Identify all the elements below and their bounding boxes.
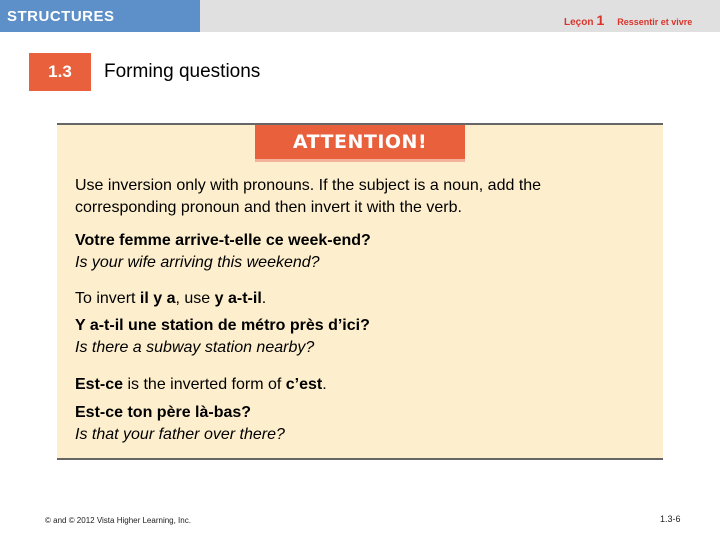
attention-heading: ATTENTION! bbox=[255, 125, 465, 159]
example-1-english: Is your wife arriving this weekend? bbox=[75, 254, 320, 271]
lecon-title: Ressentir et vivre bbox=[617, 17, 693, 27]
rule-3-mid: is the inverted form of bbox=[123, 376, 286, 393]
rule-2-end: . bbox=[261, 290, 267, 307]
rule-2-term: il y a bbox=[139, 290, 176, 307]
intro-line-2: corresponding pronoun and then invert it with the verb. bbox=[75, 199, 462, 216]
intro-line-1: Use inversion only with pronouns. If the subject is a noun, add the bbox=[75, 177, 542, 194]
rule-3-form: c’est bbox=[285, 376, 323, 393]
rule-3-end: . bbox=[322, 376, 327, 393]
lecon-indicator bbox=[564, 12, 692, 28]
lecon-label: Leçon bbox=[564, 17, 594, 28]
header-section-tab bbox=[0, 0, 200, 32]
rule-3 bbox=[75, 374, 327, 396]
copyright-notice: © and © 2012 Vista Higher Learning, Inc. bbox=[45, 516, 191, 525]
rule-2-prefix: To invert bbox=[75, 290, 140, 307]
example-2-english: Is there a subway station nearby? bbox=[75, 339, 315, 356]
lecon-number: 1 bbox=[596, 12, 605, 28]
rule-2-form: y a-t-il bbox=[214, 290, 262, 307]
header-bar bbox=[0, 0, 720, 32]
example-2-french: Y a-t-il une station de métro près d’ici? bbox=[75, 317, 370, 334]
example-3-french: Est-ce ton père là-bas? bbox=[75, 404, 252, 421]
rule-3-term: Est-ce bbox=[75, 376, 124, 393]
section-number-badge: 1.3 bbox=[29, 53, 91, 91]
example-1-french: Votre femme arrive-t-elle ce week-end? bbox=[75, 232, 371, 249]
example-3-english: Is that your father over there? bbox=[75, 426, 285, 443]
slide-number: 1.3-6 bbox=[660, 514, 681, 524]
section-title: Forming questions bbox=[104, 61, 261, 82]
attention-heading-underline bbox=[255, 159, 465, 162]
rule-2 bbox=[75, 288, 266, 310]
header-section-label: STRUCTURES bbox=[7, 8, 115, 25]
rule-2-mid: , use bbox=[175, 290, 215, 307]
